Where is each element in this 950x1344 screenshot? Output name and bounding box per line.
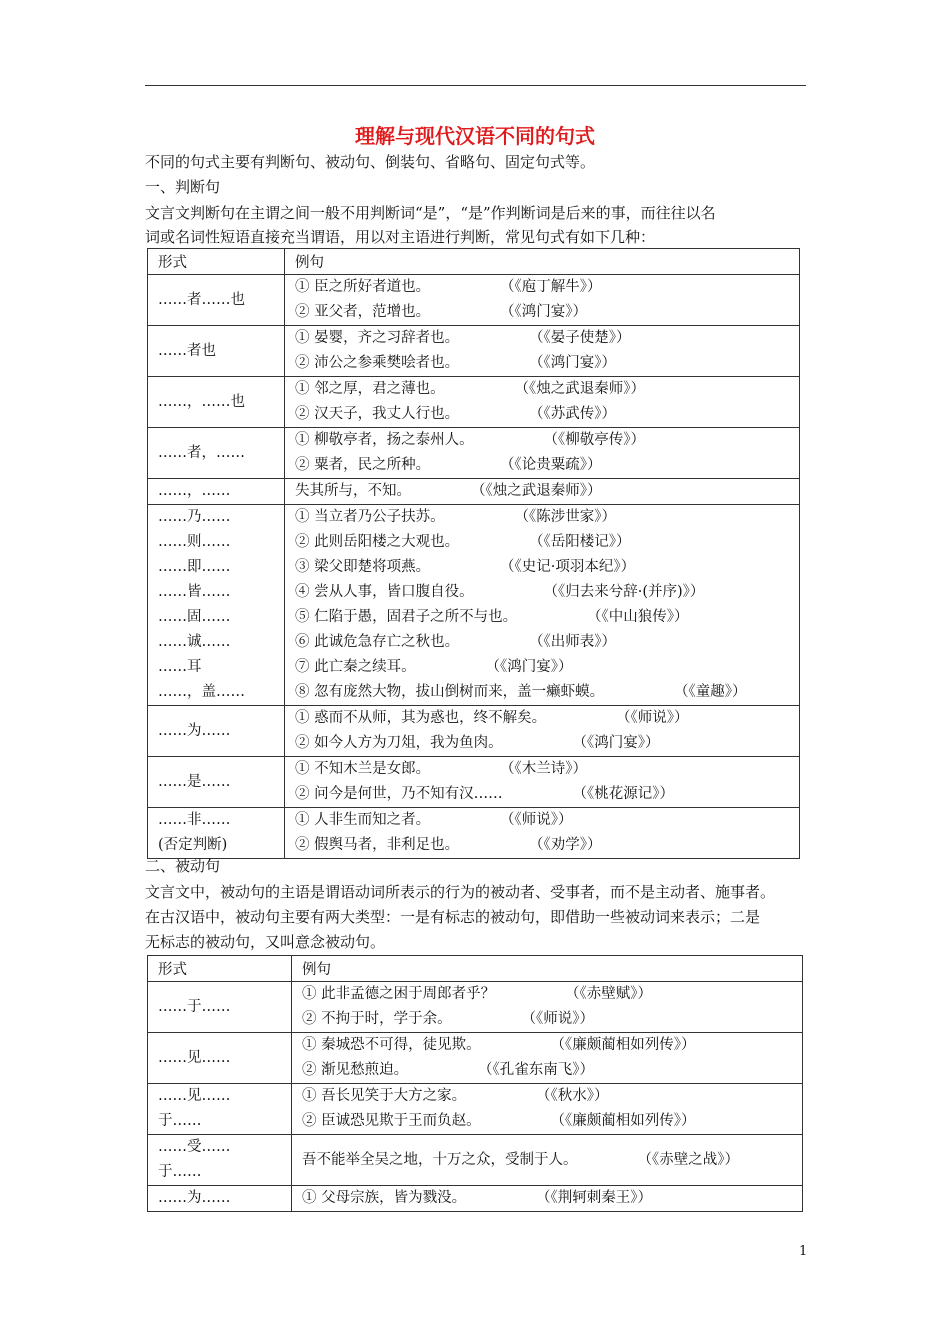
section-desc-line: 文言文判断句在主谓之间一般不用判断词“是”，“是”作判断词是后来的事，而往往以名: [145, 204, 716, 222]
column-header-form: 形式: [148, 249, 285, 275]
form-pattern: ……耳: [158, 659, 202, 675]
example-source: （《苏武传》）: [529, 406, 616, 422]
example-line: [295, 275, 799, 300]
example-source: （《廉颇蔺相如列传》）: [550, 1113, 696, 1129]
example-source: （《劝学》）: [529, 837, 602, 853]
example-sentence: 吾不能举全吴之地，十万之众，受制于人。: [302, 1151, 578, 1168]
form-pattern: ……见……: [158, 1088, 231, 1104]
example-cell: [292, 1084, 803, 1135]
table-row: [148, 505, 800, 706]
example-source: （《师说》）: [616, 710, 689, 726]
example-line: [302, 1084, 802, 1109]
table-header-row: [148, 956, 803, 982]
example-sentence: ① 秦城恐不可得，徒见欺。: [302, 1037, 481, 1053]
example-source: （《荆轲刺秦王》）: [536, 1190, 652, 1206]
example-line: [295, 731, 799, 756]
example-source: （《柳敬亭传》）: [543, 432, 645, 448]
form-cell: [148, 982, 292, 1033]
example-sentence: ① 吾长见笑于大方之家。: [302, 1088, 467, 1104]
example-line: [295, 326, 799, 351]
intro-text: 不同的句式主要有判断句、被动句、倒装句、省略句、固定句式等。: [145, 153, 596, 171]
table-row: [148, 275, 800, 326]
form-cell: [148, 479, 285, 505]
example-cell: [292, 1186, 803, 1212]
form-cell: [148, 808, 285, 859]
example-line: [295, 605, 799, 630]
example-sentence: ② 不拘于时，学于余。: [302, 1011, 452, 1027]
example-cell: [285, 326, 800, 377]
example-cell: [285, 706, 800, 757]
example-cell: [285, 505, 800, 706]
example-sentence: ④ 尝从人事，皆口腹自役。: [295, 584, 474, 600]
example-cell: [285, 275, 800, 326]
example-source: （《烛之武退秦师》）: [514, 381, 645, 397]
example-source: （《桃花源记》）: [572, 786, 674, 802]
table-row: [148, 428, 800, 479]
example-sentence: ① 人非生而知之者。: [295, 812, 431, 828]
judgment-sentence-table: [147, 248, 800, 859]
section-heading-judgment: 一、判断句: [145, 178, 221, 196]
example-sentence: ⑦ 此亡秦之续耳。: [295, 659, 416, 675]
example-cell: [292, 1033, 803, 1084]
example-sentence: ① 邻之厚，君之薄也。: [295, 381, 445, 397]
example-source: （《赤壁之战》）: [637, 1151, 739, 1168]
example-line: [295, 555, 799, 580]
example-sentence: ① 柳敬亭者，扬之泰州人。: [295, 432, 474, 448]
example-line: [302, 1148, 802, 1173]
example-source: （《鸿门宴》）: [529, 355, 616, 371]
example-line: [295, 402, 799, 427]
form-cell: [148, 1186, 292, 1212]
example-source: （《史记·项羽本纪》）: [500, 559, 636, 575]
example-sentence: ① 晏婴，齐之习辞者也。: [295, 330, 460, 346]
example-source: （《廉颇蔺相如列传》）: [550, 1037, 696, 1053]
passive-sentence-table: [147, 955, 803, 1212]
example-sentence: 失其所与，不知。: [295, 483, 411, 499]
example-cell: [285, 377, 800, 428]
form-pattern: 于……: [158, 1164, 202, 1180]
example-line: [295, 453, 799, 478]
form-pattern: ……于……: [158, 998, 231, 1015]
form-pattern: ……，……: [158, 483, 231, 499]
column-header-example: 例句: [292, 956, 803, 982]
example-line: [295, 530, 799, 555]
form-pattern: ……是……: [158, 773, 231, 790]
example-source: （《归去来兮辞·(并序)》）: [543, 584, 705, 600]
example-cell: [285, 428, 800, 479]
example-source: （《烛之武退秦师》）: [471, 483, 602, 499]
section-desc-line: 文言文中，被动句的主语是谓语动词所表示的行为的被动者、受事者，而不是主动者、施事者。: [145, 883, 776, 901]
table-row: [148, 808, 800, 859]
table-row: [148, 1084, 803, 1135]
form-cell: [148, 275, 285, 326]
example-line: [295, 782, 799, 807]
example-source: （《陈涉世家》）: [514, 509, 616, 525]
form-pattern: ……即……: [158, 559, 231, 575]
form-pattern: ……者，……: [158, 444, 245, 461]
example-source: （《中山狼传》）: [587, 609, 689, 625]
example-source: （《童趣》）: [674, 684, 747, 700]
column-header-form: 形式: [148, 956, 292, 982]
form-cell: [148, 377, 285, 428]
example-line: [295, 479, 799, 504]
column-header-example: 例句: [285, 249, 800, 275]
form-pattern: ……固……: [158, 609, 231, 625]
example-sentence: ② 粟者，民之所种。: [295, 457, 431, 473]
example-line: [295, 377, 799, 402]
example-sentence: ① 不知木兰是女郎。: [295, 761, 431, 777]
example-line: [302, 1007, 802, 1032]
example-source: （《岳阳楼记》）: [529, 534, 631, 550]
form-pattern: 于……: [158, 1113, 202, 1129]
table-row: [148, 1186, 803, 1212]
example-sentence: ② 亚父者，范增也。: [295, 304, 431, 320]
form-pattern: ……非……: [158, 812, 231, 828]
form-cell: [148, 757, 285, 808]
example-line: [295, 580, 799, 605]
example-sentence: ⑧ 忽有庞然大物，拔山倒树而来，盖一癞虾蟆。: [295, 684, 605, 700]
example-line: [295, 680, 799, 705]
form-cell: [148, 1135, 292, 1186]
form-pattern: ……为……: [158, 1190, 231, 1206]
example-line: [302, 982, 802, 1007]
form-cell: [148, 1033, 292, 1084]
form-pattern: ……者也: [158, 342, 216, 359]
example-source: （《师说》）: [521, 1011, 594, 1027]
form-pattern: ……受……: [158, 1139, 231, 1155]
example-sentence: ② 沛公之参乘樊哙者也。: [295, 355, 460, 371]
example-line: [302, 1033, 802, 1058]
example-source: （《鸿门宴》）: [500, 304, 587, 320]
form-pattern: ……乃……: [158, 509, 231, 525]
example-source: （《孔雀东南飞》）: [478, 1062, 594, 1078]
example-sentence: ⑤ 仁陷于愚，固君子之所不与也。: [295, 609, 518, 625]
page-title: 理解与现代汉语不同的句式: [355, 124, 595, 148]
page-number: 1: [799, 1244, 808, 1259]
section-desc-line: 词或名词性短语直接充当谓语，用以对主语进行判断，常见句式有如下几种：: [145, 228, 656, 246]
form-cell: [148, 1084, 292, 1135]
example-line: [295, 808, 799, 833]
example-cell: [285, 808, 800, 859]
example-sentence: ② 此则岳阳楼之大观也。: [295, 534, 460, 550]
form-pattern: ……则……: [158, 534, 231, 550]
example-source: （《鸿门宴》）: [485, 659, 573, 675]
section-heading-passive: 二、被动句: [145, 857, 221, 875]
example-line: [295, 505, 799, 530]
example-source: （《秋水》）: [536, 1088, 609, 1104]
example-sentence: ① 臣之所好者道也。: [295, 279, 431, 295]
example-line: [302, 1058, 802, 1083]
section-desc-line: 在古汉语中，被动句主要有两大类型：一是有标志的被动句，即借助一些被动词来表示；二是: [145, 908, 761, 926]
form-pattern: ……见……: [158, 1049, 231, 1066]
example-line: [302, 1186, 802, 1211]
example-cell: [292, 982, 803, 1033]
example-source: （《鸿门宴》）: [572, 735, 660, 751]
example-cell: [285, 757, 800, 808]
form-pattern: ……者……也: [158, 291, 245, 308]
example-sentence: ③ 梁父即楚将项燕。: [295, 559, 431, 575]
table-row: [148, 479, 800, 505]
example-line: [295, 630, 799, 655]
table-row: [148, 1135, 803, 1186]
table-row: [148, 706, 800, 757]
example-sentence: ② 渐见愁煎迫。: [302, 1062, 409, 1078]
form-cell: [148, 706, 285, 757]
example-line: [295, 833, 799, 858]
example-sentence: ② 假舆马者，非利足也。: [295, 837, 460, 853]
table-row: [148, 326, 800, 377]
example-sentence: ① 当立者乃公子扶苏。: [295, 509, 445, 525]
form-pattern: (否定判断): [158, 837, 228, 853]
form-pattern: ……皆……: [158, 584, 231, 600]
example-line: [295, 428, 799, 453]
form-pattern: ……，……也: [158, 393, 245, 410]
example-line: [295, 706, 799, 731]
example-sentence: ⑥ 此诚危急存亡之秋也。: [295, 634, 460, 650]
example-sentence: ① 父母宗族，皆为戮没。: [302, 1190, 467, 1206]
form-cell: [148, 428, 285, 479]
example-sentence: ① 惑而不从师，其为惑也，终不解矣。: [295, 710, 547, 726]
example-sentence: ② 臣诚恐见欺于王而负赵。: [302, 1113, 481, 1129]
form-cell: [148, 505, 285, 706]
form-pattern: ……为……: [158, 722, 231, 739]
example-source: （《论贵粟疏》）: [500, 457, 602, 473]
form-pattern: ……，盖……: [158, 684, 245, 700]
table-row: [148, 1033, 803, 1084]
example-line: [295, 300, 799, 325]
form-pattern: ……诚……: [158, 634, 231, 650]
example-cell: [285, 479, 800, 505]
example-sentence: ② 汉天子，我丈人行也。: [295, 406, 460, 422]
form-cell: [148, 326, 285, 377]
section-desc-line: 无标志的被动句，又叫意念被动句。: [145, 933, 386, 951]
example-line: [295, 351, 799, 376]
example-sentence: ① 此非孟德之困于周郎者乎？: [302, 986, 496, 1002]
example-line: [295, 655, 799, 680]
example-line: [295, 757, 799, 782]
example-sentence: ② 如今人方为刀俎，我为鱼肉。: [295, 735, 503, 751]
table-header-row: [148, 249, 800, 275]
example-sentence: ② 问今是何世，乃不知有汉……: [295, 786, 503, 802]
example-source: （《赤壁赋》）: [565, 986, 652, 1002]
table-row: [148, 377, 800, 428]
example-source: （《晏子使楚》）: [529, 330, 631, 346]
table-row: [148, 982, 803, 1033]
header-rule: [145, 85, 806, 86]
example-source: （《出师表》）: [529, 634, 616, 650]
example-cell: [292, 1135, 803, 1186]
example-source: （《庖丁解牛》）: [500, 279, 602, 295]
example-source: （《木兰诗》）: [500, 761, 587, 777]
example-line: [302, 1109, 802, 1134]
example-source: （《师说》）: [500, 812, 573, 828]
table-row: [148, 757, 800, 808]
